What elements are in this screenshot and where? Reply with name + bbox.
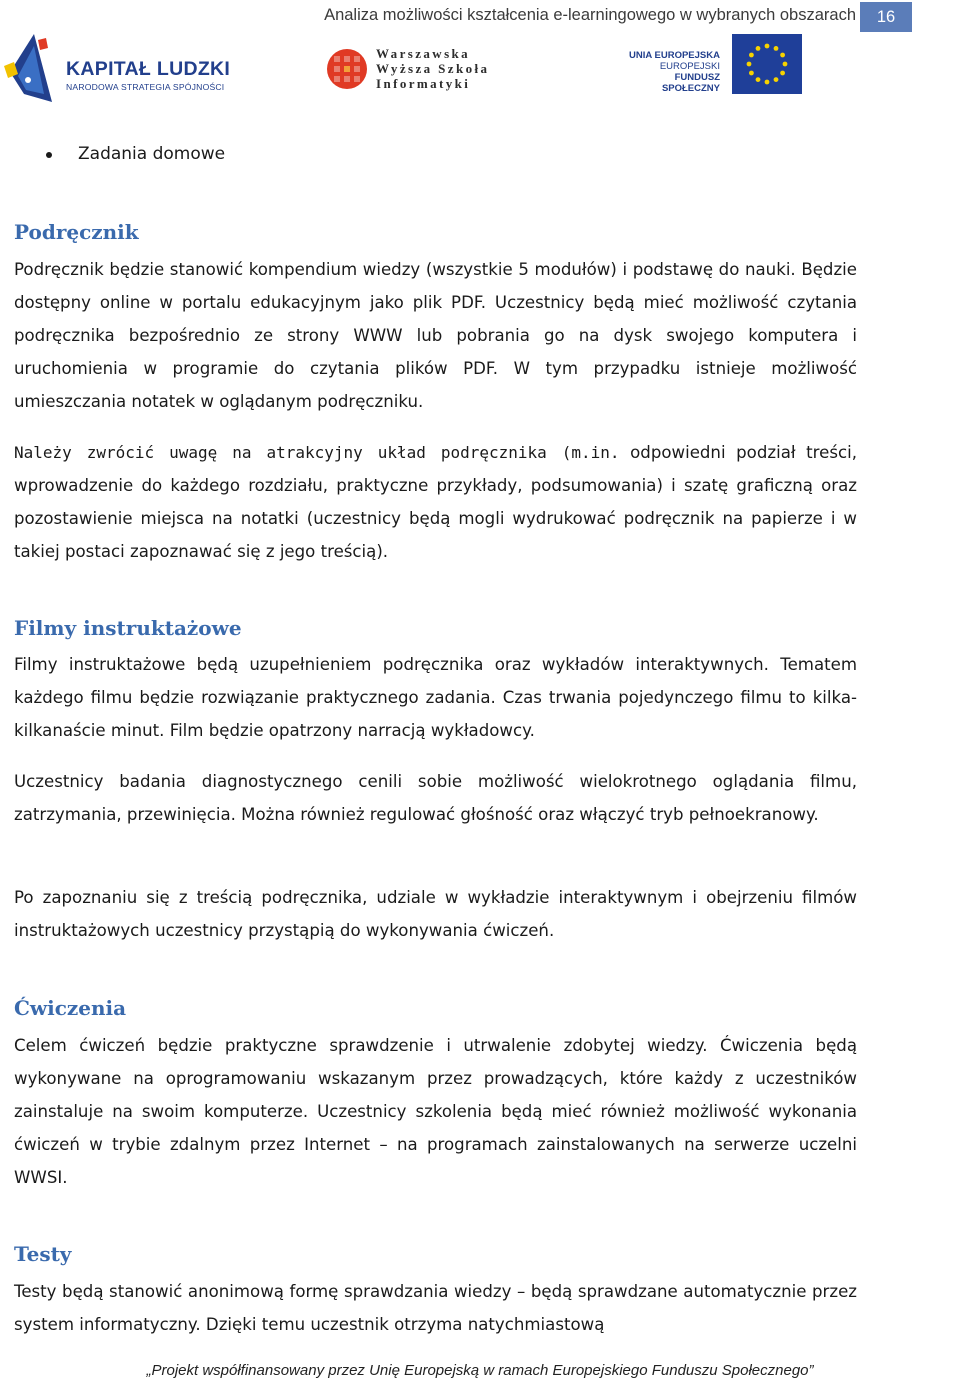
- paragraph-podrecznik-1: Podręcznik będzie stanowić kompendium wiedzy (wszystkie 5 modułów) i podstawę do nauki. Będzie dostępny online w portalu edukacyjnym jako plik PDF. Uczestnicy będą mieć możliwość czytania podręcznika bezpośrednio ze strony WWW lub pobrania go na dysk swojego komputera i uruchomienia w programie do czytania plików PDF. W tym przypadku istnieje możliwość umieszczania notatek w oglądanym podręczniku.: [14, 260, 857, 411]
- running-title: Analiza możliwości kształcenia e-learningowego w wybranych obszarach: [324, 6, 856, 24]
- wwsi-line-1: Warszawska: [376, 46, 471, 61]
- heading-testy: Testy: [14, 1242, 72, 1266]
- wwsi-line-3: Informatyki: [376, 76, 471, 91]
- paragraph-filmy-1: Filmy instruktażowe będą uzupełnieniem podręcznika oraz wykładów interaktywnych. Tematem każdego filmu będzie rozwiązanie praktycznego zadania. Czas trwania pojedynczego filmu to kilka- kilkanaście minut. Film będzie opatrzony narracją wykładowcy.: [14, 655, 857, 740]
- paragraph-podrecznik-2-rest: odpowiedni podział treści, wprowadzenie do każdego rozdziału, praktyczne przykłady, podsumowania) i szatę graficzną oraz pozostawienie miejsca na notatki (uczestnicy będą mogli wydrukować podręcznik na papierze i w takiej postaci zapoznawać się z jego treścią).: [14, 443, 857, 561]
- kapital-ludzki-subtitle: NARODOWA STRATEGIA SPÓJNOŚCI: [66, 82, 225, 92]
- paragraph-cwiczenia-1: Celem ćwiczeń będzie praktyczne sprawdzenie i utrwalenie zdobytej wiedzy. Ćwiczenia będą wykonywane na oprogramowaniu wskazanym przez prowadzących, które każdy z uczestników zainstaluje na swoim komputerze. Uczestnicy szkolenia będą mieć również możliwość wykonania ćwiczeń w trybie zdalnym przez Internet – na programach zainstalowanych na serwerze uczelni WWSI.: [14, 1036, 857, 1187]
- heading-filmy: Filmy instruktażowe: [14, 616, 242, 640]
- eu-line-3: FUNDUSZ SPOŁECZNY: [661, 72, 720, 94]
- paragraph-filmy-3: Po zapoznaniu się z treścią podręcznika, udziale w wykładzie interaktywnym i obejrzeniu filmów instruktażowych uczestnicy przystąpią do wykonywania ćwiczeń.: [14, 888, 857, 940]
- wwsi-emblem-icon: [326, 48, 368, 90]
- bullet-dot: [46, 152, 52, 158]
- kapital-ludzki-logo: [4, 30, 244, 106]
- heading-podrecznik: Podręcznik: [14, 220, 139, 244]
- kapital-ludzki-title: KAPITAŁ LUDZKI: [66, 58, 231, 80]
- page-number: 16: [860, 2, 912, 32]
- heading-cwiczenia: Ćwiczenia: [14, 996, 127, 1020]
- wwsi-line-2: Wyższa Szkoła: [376, 61, 490, 76]
- paragraph-testy-1: Testy będą stanowić anonimową formę sprawdzania wiedzy – będą sprawdzane automatycznie przez system informatyczny. Dzięki temu uczestnik otrzyma natychmiastową: [14, 1282, 857, 1334]
- eu-flag-icon: [732, 34, 802, 94]
- kapital-ludzki-emblem-icon: [4, 32, 60, 104]
- wwsi-logo: [326, 42, 496, 102]
- eu-line-2: EUROPEJSKI: [659, 61, 720, 72]
- bullet-item-zadania-domowe: Zadania domowe: [78, 144, 226, 164]
- page-footer: „Projekt współfinansowany przez Unię Europejską w ramach Europejskiego Funduszu Społecznego”: [146, 1362, 814, 1379]
- paragraph-filmy-2: Uczestnicy badania diagnostycznego cenili sobie możliwość wielokrotnego oglądania filmu, zatrzymania, przewinięcia. Można również regulować głośność oraz włączyć tryb pełnoekranowy.: [14, 772, 857, 824]
- paragraph-podrecznik-2: [14, 436, 857, 568]
- eu-logo: [620, 34, 805, 96]
- paragraph-podrecznik-2-mono: Należy zwrócić uwagę na atrakcyjny układ podręcznika (m.in.: [14, 443, 620, 462]
- logo-bar: [0, 28, 960, 108]
- eu-line-1: UNIA EUROPEJSKA: [629, 50, 720, 61]
